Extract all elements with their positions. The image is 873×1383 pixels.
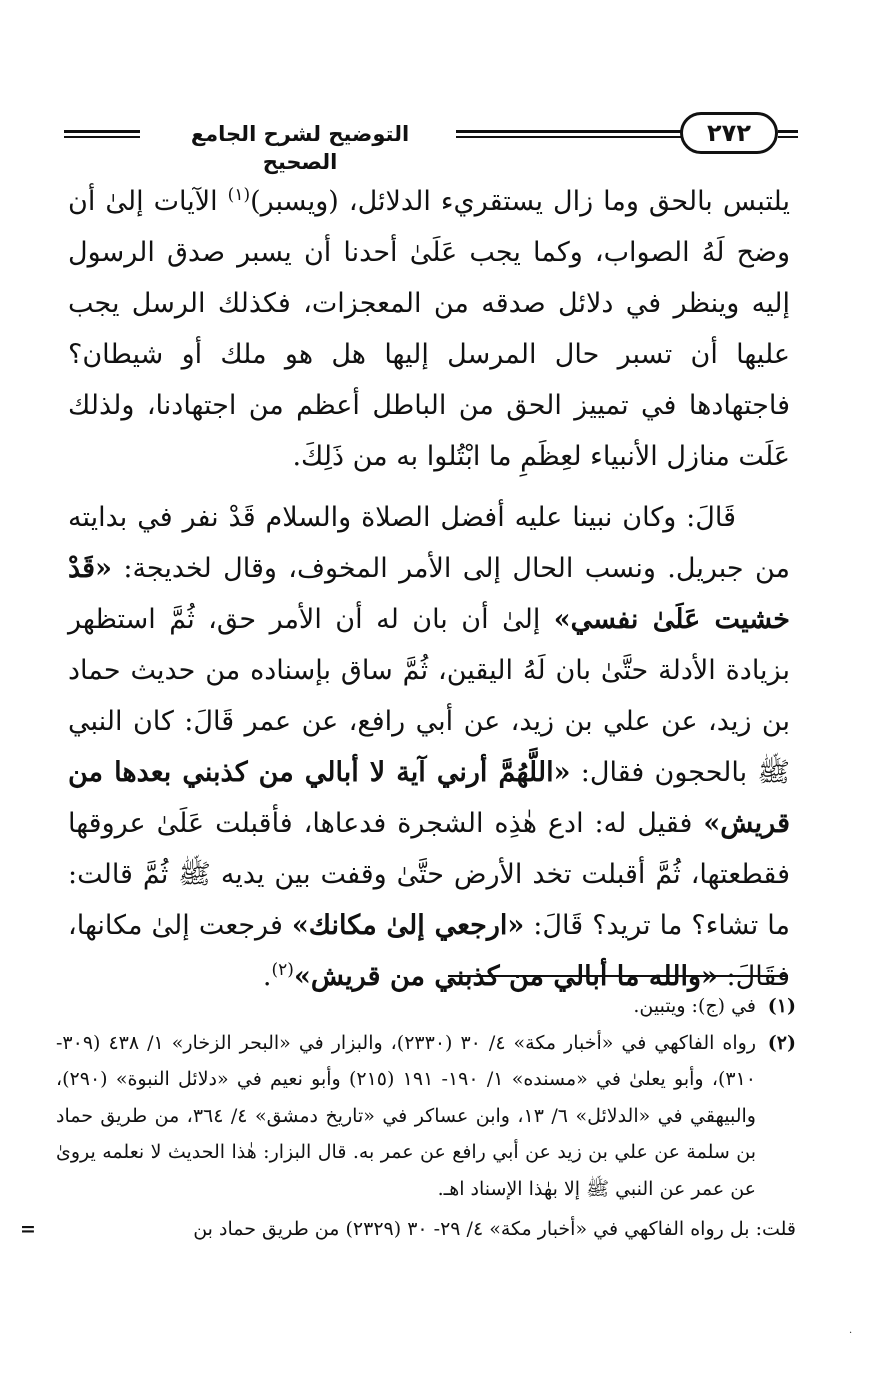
footnote-2: [56, 1025, 796, 1208]
footnote-number-1: (١): [767, 995, 796, 1017]
footnote-ref-2: (٢): [271, 960, 294, 980]
para2-start: قَالَ: وكان نبينا عليه أفضل الصلاة والسلام قَدْ نفر في بدايته من جبريل. ونسب الحال إلى الأمر المخوف، وقال لخديجة:: [68, 502, 790, 584]
editor-note-text: قلت: بل رواه الفاكهي في «أخبار مكة» ٤/ ٢٩- ٣٠ (٢٣٢٩) من طريق حماد بن: [193, 1218, 796, 1240]
running-header: [60, 112, 795, 174]
hadith-quote-1: «قَدْ خشيت عَلَىٰ نفسي»: [68, 553, 790, 635]
hadith-quote-3: «ارجعي إلىٰ مكانك»: [291, 910, 525, 941]
para2-middle-1: إلىٰ أن بان له أن الأمر حق، ثُمَّ استظهر بزيادة الأدلة حتَّىٰ بان لَهُ اليقين، ثُمَّ ساق بإسناده من حديث حماد بن زيد، عن علي بن زيد، عن أبي رافع، عن عمر قَالَ: كان النبي ﷺ بالحجون فقال:: [68, 604, 790, 788]
paragraph-1: [68, 176, 790, 482]
page-number: ٢٧٢: [680, 112, 778, 154]
footnote-text-1: في (ج): ويتبين.: [633, 995, 756, 1017]
editor-note: [20, 1211, 796, 1248]
para2-middle-3: فرجعت إلىٰ مكانها، فقَالَ:: [68, 910, 790, 992]
para2-middle-2: فقيل له: ادع هٰذِه الشجرة فدعاها، فأقبلت عَلَىٰ عروقها فقطعتها، ثُمَّ أقبلت تخد الأرض حتَّىٰ وقفت بين يديه ﷺ ثُمَّ قالت: ما تشاء؟ ما تريد؟ قَالَ:: [68, 808, 790, 941]
footnote-number-2: (٢): [767, 1031, 796, 1054]
continuation-mark: =: [20, 1218, 36, 1240]
hadith-quote-2: «اللَّهُمَّ أرني آية لا أبالي من كذبني بعدها من قريش»: [68, 757, 790, 839]
footnote-text-2: رواه الفاكهي في «أخبار مكة» ٤/ ٣٠ (٢٣٣٠)، والبزار في «البحر الزخار» ١/ ٤٣٨ (٣٠٩- ٣١٠)، وأبو يعلىٰ في «مسنده» ١/ ١٩٠- ١٩١ (٢١٥) وأبو نعيم في «دلائل النبوة» (٢٩٠)، والبيهقي في «الدلائل» ٦/ ١٣، وابن عساكر في «تاريخ دمشق» ٤/ ٣٦٤، من طريق حماد بن سلمة عن علي بن زيد عن أبي رافع عن عمر به. قال البزار: هٰذا الحديث لا نعلمه يروىٰ عن عمر عن النبي ﷺ إلا بهٰذا الإسناد اهـ.: [56, 1031, 757, 1200]
paragraph-2: [68, 492, 790, 1002]
footnotes: [20, 988, 796, 1248]
para1-start: يلتبس بالحق وما زال يستقريء الدلائل، (ويسبر): [250, 186, 791, 217]
hadith-quote-4: «والله ما أبالي من كذبني من قريش»: [293, 961, 718, 992]
footnote-ref-1: (١): [227, 185, 251, 205]
book-title: التوضيح لشرح الجامع الصحيح: [190, 122, 410, 174]
header-rule-right: [778, 130, 798, 138]
scan-speck: ·: [849, 1328, 853, 1339]
main-text: [68, 176, 790, 1002]
header-rule-middle: [456, 130, 716, 138]
para2-end: .: [262, 961, 272, 992]
para1-rest: الآيات إلىٰ أن وضح لَهُ الصواب، وكما يجب عَلَىٰ أحدنا أن يسبر صدق الرسول إليه وينظر في دلائل صدقه من المعجزات، فكذلك الرسل يجب عليها أن تسبر حال المرسل إليها هل هو ملك أو شيطان؟ فاجتهادها في تمييز الحق من الباطل أعظم من اجتهادنا، ولذلك عَلَت منازل الأنبياء لعِظَمِ ما ابْتُلوا به من ذَلِكَ.: [68, 186, 791, 472]
header-rule-left: [64, 130, 140, 138]
footnote-separator: [448, 975, 788, 977]
footnote-1: [56, 988, 796, 1025]
